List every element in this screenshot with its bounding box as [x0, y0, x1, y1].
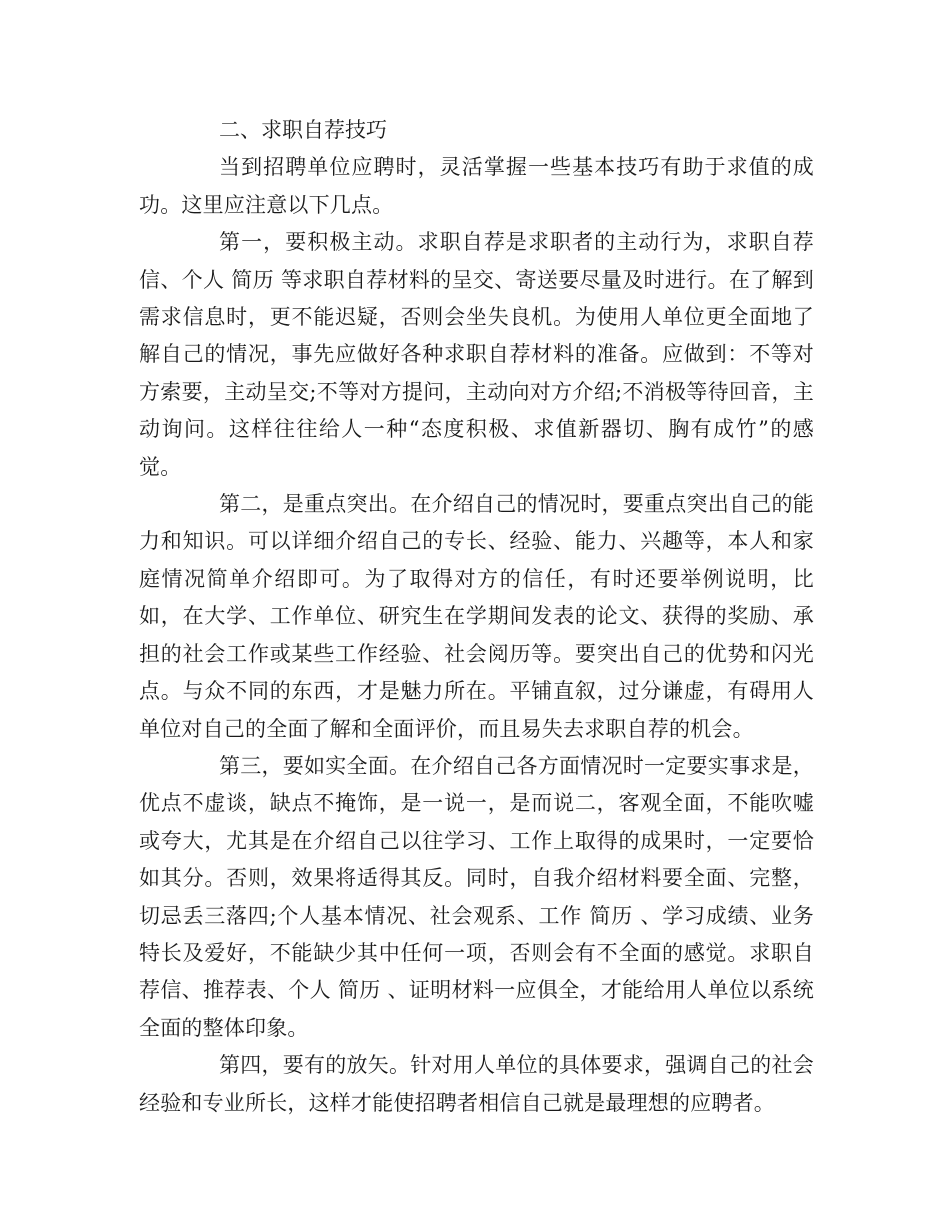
section-heading: 二、求职自荐技巧: [219, 118, 387, 142]
document-body: [139, 112, 814, 1122]
paragraph-intro: 当到招聘单位应聘时，灵活掌握一些基本技巧有助于求值的成功。这里应注意以下几点。: [139, 155, 814, 217]
paragraph-second-point: 第二，是重点突出。在介绍自己的情况时，要重点突出自己的能力和知识。可以详细介绍自己的专长、经验、能力、兴趣等，本人和家庭情况简单介绍即可。为了取得对方的信任，有时还要举例说明，比如，在大学、工作单位、研究生在学期间发表的论文、获得的奖励、承担的社会工作或某些工作经验、社会阅历等。要突出自己的优势和闪光点。与众不同的东西，才是魅力所在。平铺直叙，过分谦虚，有碍用人单位对自己的全面了解和全面评价，而且易失去求职自荐的机会。: [139, 492, 814, 741]
paragraph-fourth-point: 第四，要有的放矢。针对用人单位的具体要求，强调自己的社会经验和专业所长，这样才能使招聘者相信自己就是最理想的应聘者。: [139, 1053, 814, 1115]
paragraph-first-point: 第一，要积极主动。求职自荐是求职者的主动行为，求职自荐信、个人 简历 等求职自荐材料的呈交、寄送要尽量及时进行。在了解到需求信息时，更不能迟疑，否则会坐失良机。为使用人单位更全面地了解自己的情况，事先应做好各种求职自荐材料的准备。应做到：不等对方索要，主动呈交;不等对方提问，主动向对方介绍;不消极等待回音，主动询问。这样往往给人一种“态度积极、求值新器切、胸有成竹”的感觉。: [139, 230, 814, 479]
paragraph-third-point: 第三，要如实全面。在介绍自己各方面情况时一定要实事求是，优点不虚谈，缺点不掩饰，是一说一，是而说二，客观全面，不能吹嘘或夸大，尤其是在介绍自己以往学习、工作上取得的成果时，一定要恰如其分。否则，效果将适得其反。同时，自我介绍材料要全面、完整，切忌丢三落四;个人基本情况、社会观系、工作 简历 、学习成绩、业务特长及爱好，不能缺少其中任何一项，否则会有不全面的感觉。求职自荐信、推荐表、个人 简历 、证明材料一应俱全，才能给用人单位以系统全面的整体印象。: [139, 753, 814, 1040]
